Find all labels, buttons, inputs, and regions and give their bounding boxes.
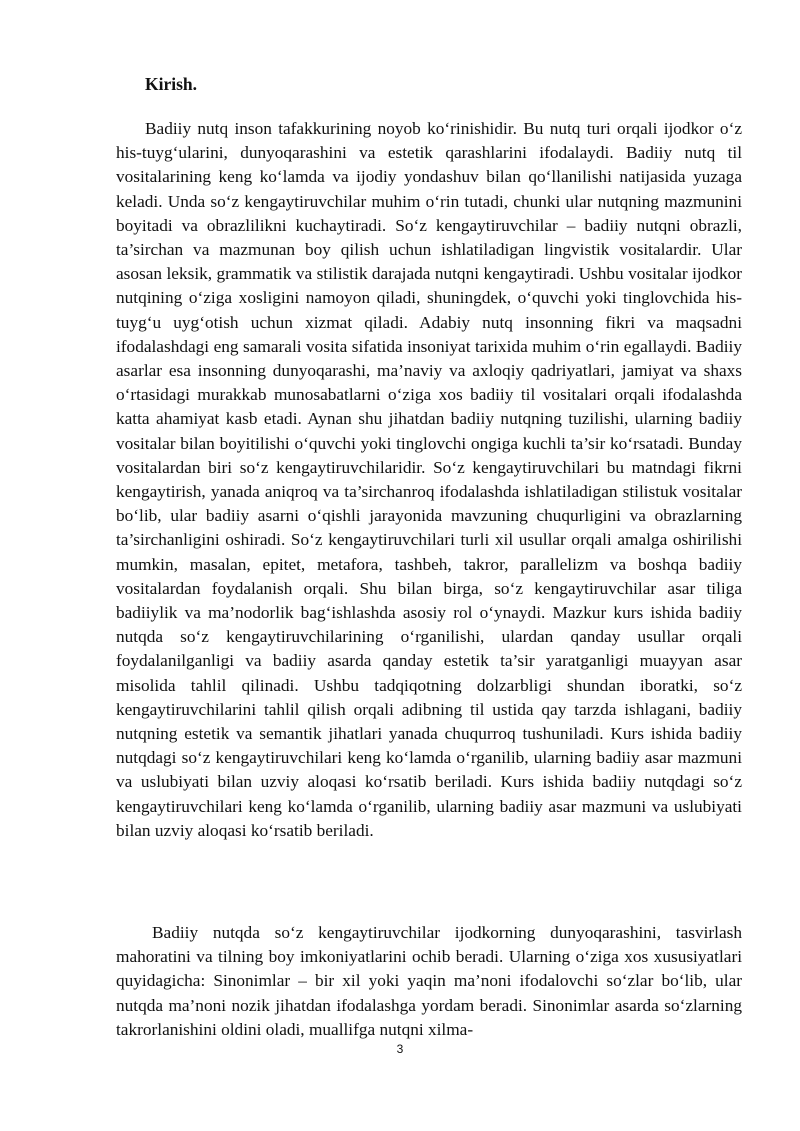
body-paragraph-1: Badiiy nutq inson tafakkurining noyob ko‘rinishidir. Bu nutq turi orqali ijodkor o‘z his-tuyg‘ularini, dunyoqarashini va estetik qarashlarini ifodalaydi. Badiiy nutq til vositalarining keng ko‘lamda va ijodiy yondashuv bilan qo‘llanilishi natijasida yuzaga keladi. Unda so‘z kengaytiruvchilar muhim o‘rin tutadi, chunki ular nutqning mazmunini boyitadi va obrazlilikni kuchaytiradi. So‘z kengaytiruvchilar – badiiy nutqni obrazli, ta’sirchan va mazmunan boy qilish uchun ishlatiladigan lingvistik vositalardir. Ular asosan leksik, grammatik va stilistik darajada nutqni kengaytiradi. Ushbu vositalar ijodkor nutqining o‘ziga xosligini namoyon qiladi, shuningdek, o‘quvchi yoki tinglovchida his-tuyg‘u uyg‘otish uchun xizmat qiladi. Adabiy nutq insonning fikri va maqsadni ifodalashdagi eng samarali vosita sifatida insoniyat tarixida muhim o‘rin egallaydi. Badiiy asarlar esa insonning dunyoqarashi, ma’naviy va axloqiy qadriyatlari, jamiyat va shaxs o‘rtasidagi murakkab munosabatlarni o‘ziga xos badiiy til vositalari orqali ifodalashda katta ahamiyat kasb etadi. Aynan shu jihatdan badiiy nutqning tuzilishi, ularning badiiy vositalar bilan boyitilishi o‘quvchi yoki tinglovchi ongiga kuchli ta’sir ko‘rsatadi. Bunday vositalardan biri so‘z kengaytiruvchilaridir. So‘z kengaytiruvchilari bu matndagi fikrni kengaytirish, yanada aniqroq va ta’sirchanroq ifodalashda ishlatiladigan stilistuk vositalar bo‘lib, ular badiiy asarni o‘qishli jarayonida mavzuning chuqurligini va obrazlarning ta’sirchanligini oshiradi. So‘z kengaytiruvchilari turli xil usullar orqali amalga oshirilishi mumkin, masalan, epitet, metafora, tashbeh, takror, parallelizm va boshqa badiiy vositalardan foydalanish orqali. Shu bilan birga, so‘z kengaytiruvchilar asar tiliga badiiylik va ma’nodorlik bag‘ishlashda asosiy rol o‘ynaydi. Mazkur kurs ishida badiiy nutqda so‘z kengaytiruvchilarining o‘rganilishi, ulardan qanday usullar orqali foydalanilganligi va badiiy asarda qanday estetik ta’sir yaratganligi muayyan asar misolida tahlil qilinadi. Ushbu tadqiqotning dolzarbligi shundan iboratki, so‘z kengaytiruvchilarini tahlil qilish orqali adibning til ustida qay tarzda ishlagani, badiiy nutqning estetik va semantik jihatlari yanada chuqurroq tushuniladi. Kurs ishida badiiy nutqdagi so‘z kengaytiruvchilari keng ko‘lamda o‘rganilib, ularning badiiy asar mazmuni va uslubiyati bilan uzviy aloqasi ko‘rsatib beriladi. Kurs ishida badiiy nutqdagi so‘z kengaytiruvchilari keng ko‘lamda o‘rganilib, ularning badiiy asar mazmuni va uslubiyati bilan uzviy aloqasi ko‘rsatib beriladi.: [116, 119, 742, 840]
section-heading: Kirish.: [145, 74, 198, 94]
page-number: 3: [396, 1042, 404, 1056]
body-paragraph-2: Badiiy nutqda so‘z kengaytiruvchilar ijodkorning dunyoqarashini, tasvirlash mahoratini va tilning boy imkoniyatlarini ochib beradi. Ularning o‘ziga xos xususiyatlari quyidagicha: Sinonimlar – bir xil yoki yaqin ma’noni ifodalovchi so‘zlar bo‘lib, ular nutqda ma’noni nozik jihatdan ifodalashga yordam beradi. Sinonimlar asarda so‘zlarning takrorlanishini oldini oladi, muallifga nutqni xilma-: [116, 923, 742, 1039]
